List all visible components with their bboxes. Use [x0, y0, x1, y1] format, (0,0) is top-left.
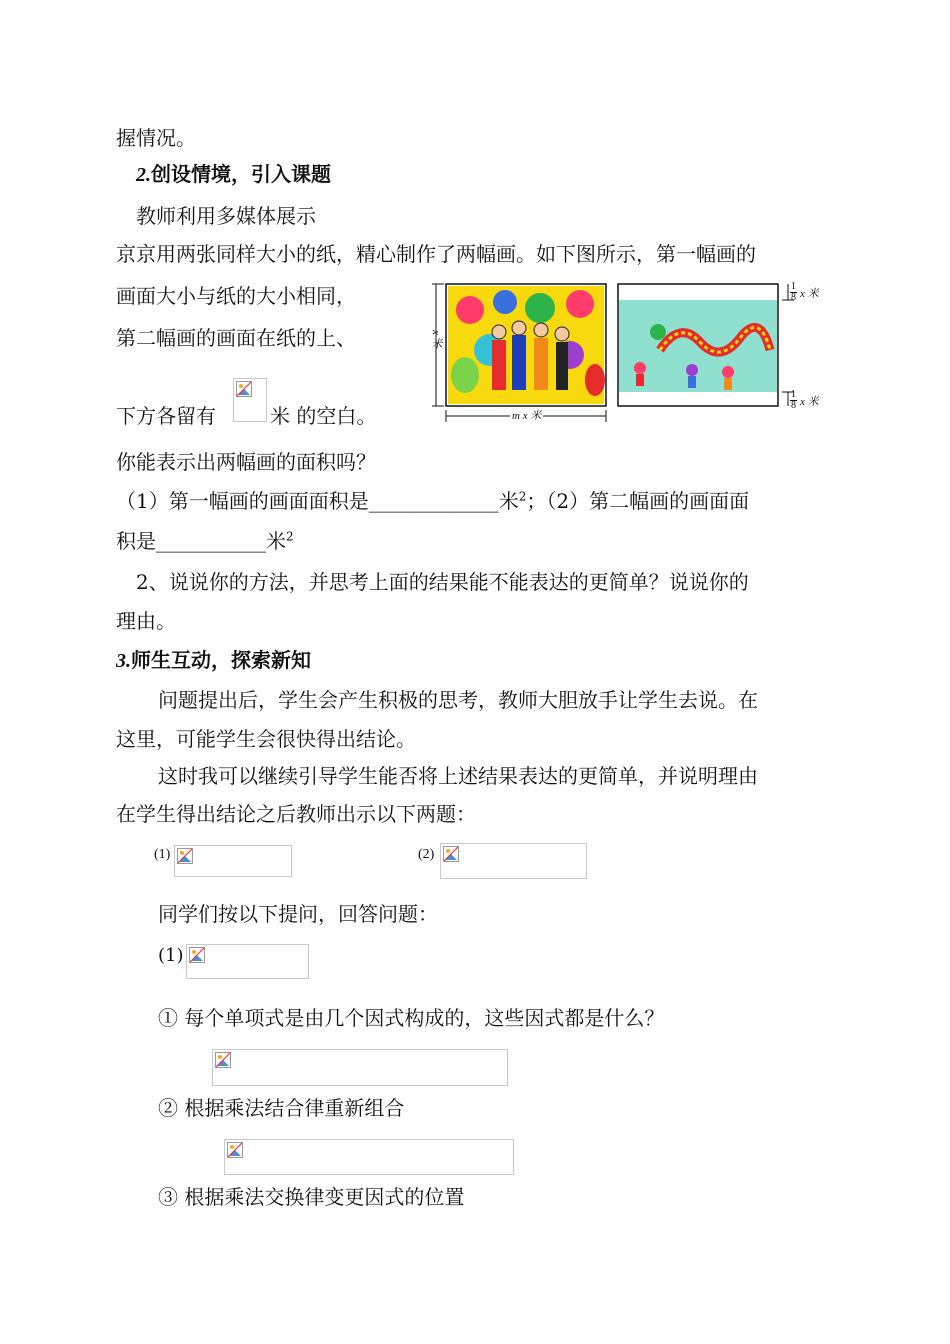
text-line: 京京用两张同样大小的纸，精心制作了两幅画。如下图所示，第一幅画的: [116, 242, 756, 266]
left-height-label: x 米: [430, 330, 442, 349]
section-title: 师生互动，探索新知: [131, 648, 311, 672]
broken-formula-image: [224, 1139, 514, 1175]
text-line: 你能表示出两幅画的面积吗？: [116, 450, 376, 474]
exercise-label-1: (1): [154, 847, 171, 862]
question-line-2: 积是___________米$^2$: [116, 529, 294, 553]
text-line: ① 每个单项式是由几个因式构成的，这些因式都是什么？: [158, 1006, 665, 1030]
text-line: 2、说说你的方法，并思考上面的结果能不能表达的更简单？说说你的: [136, 570, 749, 594]
broken-formula-image: [440, 843, 587, 879]
exercise-label-1b: (1): [158, 945, 184, 966]
broken-formula-image: [174, 845, 292, 877]
text-line: 下方各留有: [116, 404, 216, 428]
broken-formula-image: [212, 1049, 508, 1086]
text-line: 教师利用多媒体展示: [136, 204, 316, 228]
broken-image-icon: [177, 848, 193, 864]
section-number: 2.: [136, 164, 151, 186]
bottom-fraction: 1 8: [791, 389, 796, 411]
section-heading-3: [116, 646, 311, 675]
text-line: 画面大小与纸的大小相同，: [116, 284, 356, 308]
text-line: 米 的空白。: [270, 404, 377, 428]
text-line: 问题提出后，学生会产生积极的思考，教师大胆放手让学生去说。在: [158, 688, 758, 712]
section-heading-2: [136, 160, 331, 189]
text-line: 理由。: [116, 609, 176, 633]
text-line: 这里，可能学生会很快得出结论。: [116, 727, 416, 751]
text-line: ③ 根据乘法交换律变更因式的位置: [158, 1185, 465, 1209]
top-margin-label: x 米: [800, 288, 819, 300]
paintings-figure: [430, 280, 835, 430]
question-line-1: （1）第一幅画的画面面积是_____________米$^2$；（2）第二幅画的画面面: [116, 489, 750, 513]
text-line: 握情况。: [116, 126, 196, 150]
section-number: 3.: [116, 650, 131, 672]
left-width-label: m x 米: [512, 410, 542, 422]
broken-image-icon: [236, 381, 252, 397]
broken-image-icon: [443, 846, 459, 862]
text-line: 在学生得出结论之后教师出示以下两题：: [116, 802, 476, 826]
broken-image-icon: [215, 1052, 231, 1068]
top-fraction: 1 8: [791, 281, 796, 303]
paintings-illustration: [430, 280, 835, 430]
broken-image-icon: [189, 947, 205, 963]
text-line: 同学们按以下提问，回答问题：: [158, 902, 438, 926]
broken-formula-image: [186, 944, 309, 979]
broken-image-icon: [227, 1142, 243, 1158]
exercise-label-2: (2): [418, 847, 435, 862]
bottom-margin-label: x 米: [800, 396, 819, 408]
text-line: 这时我可以继续引导学生能否将上述结果表达的更简单，并说明理由: [158, 764, 758, 788]
broken-formula-image: [233, 378, 267, 422]
text-line: 第二幅画的画面在纸的上、: [116, 326, 356, 350]
section-title: 创设情境，引入课题: [151, 162, 331, 186]
text-line: ② 根据乘法结合律重新组合: [158, 1096, 405, 1120]
